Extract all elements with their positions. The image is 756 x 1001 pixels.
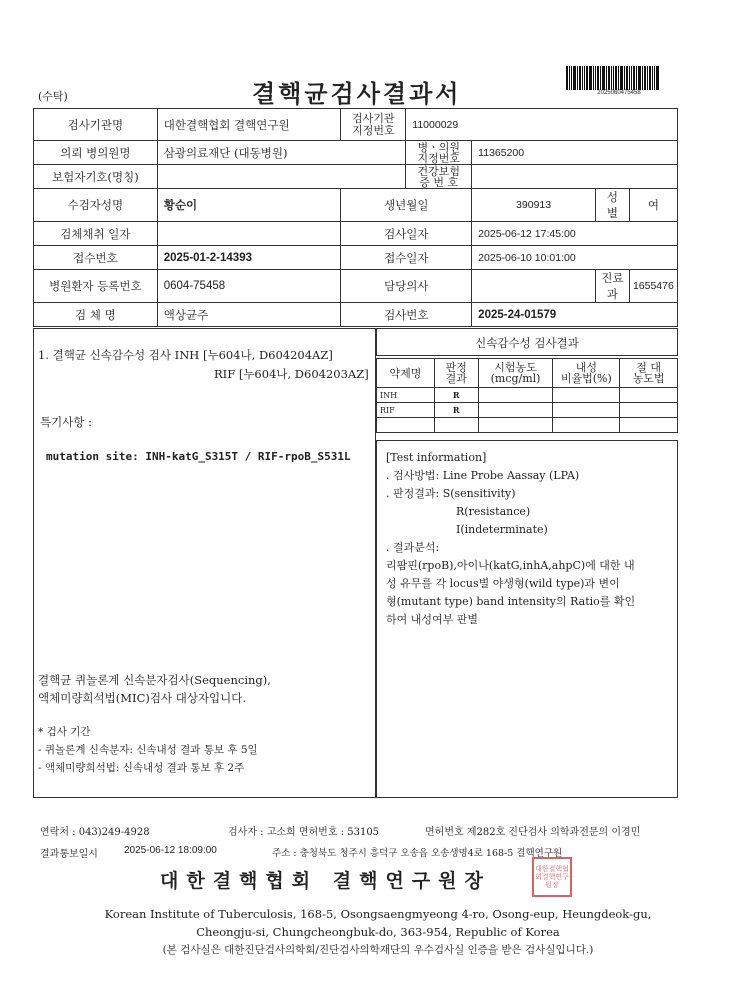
test-line-1: 1. 결핵균 신속감수성 검사 INH [누604나, D604204AZ]	[38, 348, 333, 362]
dept-label: 진료과	[595, 270, 629, 303]
period-title: * 검사 기간	[38, 726, 91, 738]
col-result: 판정 결과	[434, 359, 478, 388]
judge-r: R(resistance)	[456, 505, 531, 518]
drug-name: RIF	[377, 403, 435, 418]
sex: 여	[629, 189, 677, 222]
hospital: 삼광의료재단 (대동병원)	[157, 141, 406, 165]
col-abs: 절 대 농도법	[620, 359, 678, 388]
analysis-line-3: 형(mutant type) band intensity의 Ratio를 확인	[386, 595, 636, 608]
collect-date	[157, 222, 341, 246]
table-row	[377, 418, 678, 433]
analysis-line-4: 하여 내성여부 판별	[386, 613, 479, 626]
specimen: 액상균주	[157, 303, 341, 327]
sex-label: 성별	[595, 189, 629, 222]
insurer	[157, 165, 406, 189]
chart-no-label: 병원환자 등록번호	[34, 270, 158, 303]
remarks-label: 특기사항 :	[40, 415, 92, 429]
collect-date-label: 검체채취 일자	[34, 222, 158, 246]
contact: 연락처 : 043)249-4928	[40, 827, 150, 838]
col-conc: 시험농도 (mcg/ml)	[478, 359, 553, 388]
sensitivity-table	[376, 358, 678, 433]
barcode-number: 2025060475458	[597, 90, 641, 96]
analysis-line-1: 리팜핀(rpoB),아이나(katG,inhA,ahpC)에 대한 내	[386, 559, 635, 572]
address-kr: 주소 : 충청북도 청주시 흥덕구 오송읍 오송생명4로 168-5 결핵연구원	[272, 848, 563, 859]
test-info-heading: [Test information]	[386, 451, 487, 464]
address-en-1: Korean Institute of Tuberculosis, 168-5, Osongsaengmyeong 4-ro, Osong-eup, Heungdeok-gu,	[104, 907, 652, 921]
birth: 390913	[472, 189, 596, 222]
test-no-label: 검사번호	[341, 303, 472, 327]
insurance-no-label: 건강보험 증 번 호	[406, 165, 472, 189]
test-no: 2025-24-01579	[472, 303, 678, 327]
test-line-2: RIF [누604나, D604203AZ]	[214, 367, 369, 381]
col-ratio: 내성 비율법(%)	[553, 359, 620, 388]
hospital-id: 11365200	[472, 141, 678, 165]
note-line-2: 액체미량희석법(MIC)검사 대상자입니다.	[38, 691, 247, 705]
receipt-mark: (수탁)	[38, 90, 68, 103]
period-line-1: - 퀴놀론계 신속분자: 신속내성 결과 통보 후 5일	[38, 744, 258, 756]
lab-id: 11000029	[406, 109, 678, 141]
mutation-site: mutation site: INH-katG_S315T / RIF-rpoB_S531L	[46, 450, 351, 463]
address-en-2: Cheongju-si, Chungcheongbuk-do, 363-954, Republic of Korea	[196, 925, 560, 939]
analysis-label: . 결과분석:	[386, 541, 440, 554]
patient-name: 황순이	[157, 189, 341, 222]
doctor-label: 담당의사	[341, 270, 472, 303]
insurance-no	[472, 165, 678, 189]
certification: (본 검사실은 대한진단검사의학회/진단검사의학재단의 우수검사실 인증을 받은 검사실입니다.)	[162, 944, 594, 956]
drug-result: R	[434, 388, 478, 403]
institute-name: 대한결핵협회 결핵연구원장	[160, 870, 491, 892]
hospital-id-label: 병ㆍ의원 지정번호	[406, 141, 472, 165]
chart-no: 0604-75458	[157, 270, 341, 303]
period-line-2: - 액체미량희석법: 신속내성 결과 통보 후 2주	[38, 762, 245, 774]
specimen-label: 검 체 명	[34, 303, 158, 327]
official-seal: 대한결핵협회결핵연구원장	[532, 857, 572, 897]
sensitivity-title: 신속감수성 검사결과	[376, 328, 678, 356]
page-title: 결핵균검사결과서	[252, 80, 462, 108]
note-line-1: 결핵균 퀴놀론계 신속분자검사(Sequencing),	[38, 673, 271, 687]
report-date: 2025-06-12 18:09:00	[124, 845, 217, 856]
test-date: 2025-06-12 17:45:00	[472, 222, 678, 246]
lab-name-label: 검사기관명	[34, 109, 158, 141]
sensitivity-table-wrap	[376, 358, 678, 433]
drug-result: R	[434, 403, 478, 418]
lab-id-label: 검사기관 지정번호	[341, 109, 406, 141]
specialist: 면허번호 제282호 진단검사 의학과전문의 이경민	[425, 827, 641, 838]
barcode-bars	[566, 66, 672, 90]
report-label: 결과통보일시	[40, 849, 98, 860]
drug-name: INH	[377, 388, 435, 403]
dept: 1655476	[629, 270, 677, 303]
judge-s: . 판정결과: S(sensitivity)	[386, 487, 516, 500]
received-date: 2025-06-10 10:01:00	[472, 246, 678, 270]
table-row	[377, 388, 678, 403]
lab-name: 대한결핵협회 결핵연구원	[157, 109, 341, 141]
test-method: . 검사방법: Line Probe Aassay (LPA)	[386, 469, 580, 482]
accession-label: 접수번호	[34, 246, 158, 270]
doctor	[472, 270, 596, 303]
barcode	[566, 66, 672, 96]
birth-label: 생년월일	[341, 189, 472, 222]
patient-name-label: 수검자성명	[34, 189, 158, 222]
analysis-line-2: 성 유무를 각 locus별 야생형(wild type)과 변이	[386, 577, 620, 590]
tester: 검사자 : 고소희 면허번호 : 53105	[228, 827, 380, 838]
hospital-label: 의뢰 병의원명	[34, 141, 158, 165]
test-date-label: 검사일자	[341, 222, 472, 246]
col-drug: 약제명	[377, 359, 435, 388]
info-table	[33, 108, 678, 327]
received-date-label: 접수일자	[341, 246, 472, 270]
insurer-label: 보험자기호(명칭)	[34, 165, 158, 189]
table-row	[377, 403, 678, 418]
accession: 2025-01-2-14393	[157, 246, 341, 270]
judge-i: I(indeterminate)	[456, 523, 548, 536]
